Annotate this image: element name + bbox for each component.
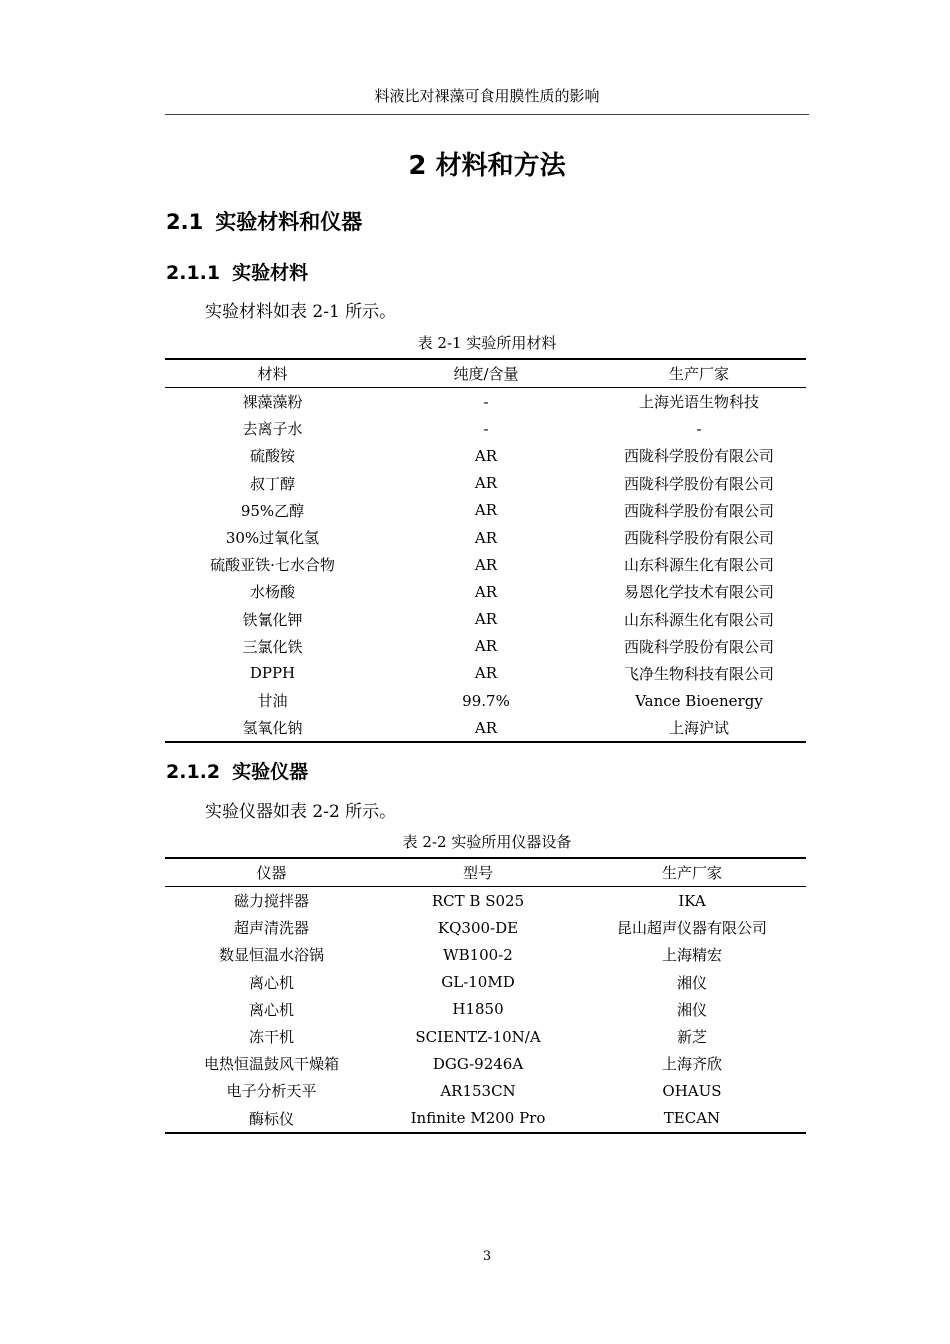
table-row <box>165 578 806 605</box>
table-cell: AR153CN <box>440 1081 516 1100</box>
table-cell: AR <box>474 501 498 520</box>
table-cell: - <box>696 419 702 438</box>
table-cell: 甘油 <box>257 692 288 711</box>
chapter-title: 2 材料和方法 <box>408 151 566 181</box>
table-cell: 电热恒温鼓风干燥箱 <box>203 1055 339 1074</box>
table-row <box>165 1050 806 1077</box>
table-cell: AR <box>474 582 498 601</box>
section-heading-2-1-1 <box>166 259 308 287</box>
section-number: 2.1.2 <box>166 761 221 783</box>
table-2-caption: 表 2-2 实验所用仪器设备 <box>402 833 572 851</box>
section-number: 2.1.1 <box>166 262 221 284</box>
table-cell: 新芝 <box>676 1028 707 1047</box>
table-cell: 山东科源生化有限公司 <box>623 556 774 575</box>
column-header: 纯度/含量 <box>380 359 592 388</box>
table-header-row <box>165 359 806 388</box>
table-row <box>165 941 806 968</box>
table-cell: 昆山超声仪器有限公司 <box>616 919 767 938</box>
table-cell: 三氯化铁 <box>242 637 303 656</box>
table-cell: GL-10MD <box>441 973 515 992</box>
table-row <box>165 714 806 742</box>
table-cell: 离心机 <box>248 1000 294 1019</box>
table-cell: AR <box>474 446 498 465</box>
table-row <box>165 660 806 687</box>
table-cell: 超声清洗器 <box>233 919 309 938</box>
table-row <box>165 497 806 524</box>
table-row <box>165 551 806 578</box>
table-cell: 西陇科学股份有限公司 <box>623 501 774 520</box>
table-cell: OHAUS <box>662 1081 722 1100</box>
table-row <box>165 687 806 714</box>
table-row <box>165 887 806 915</box>
table-cell: 西陇科学股份有限公司 <box>623 474 774 493</box>
column-header: 生产厂家 <box>578 858 806 887</box>
table-cell: 离心机 <box>248 973 294 992</box>
table-cell: 西陇科学股份有限公司 <box>623 447 774 466</box>
table-cell: H1850 <box>452 1000 504 1019</box>
table-cell: 易恩化学技术有限公司 <box>623 583 774 602</box>
table-cell: 冻干机 <box>248 1028 294 1047</box>
table-cell: AR <box>474 664 498 683</box>
column-header: 仪器 <box>165 858 378 887</box>
table-cell: 湘仪 <box>676 973 707 992</box>
header-rule <box>165 114 809 115</box>
table-cell: 水杨酸 <box>249 583 295 602</box>
table-cell: AR <box>474 610 498 629</box>
table-cell: 上海沪试 <box>592 714 806 742</box>
table-cell: 数显恒温水浴锅 <box>218 946 324 965</box>
column-header: 材料 <box>165 359 380 388</box>
table-row <box>165 1105 806 1133</box>
section-title: 实验材料和仪器 <box>215 210 363 234</box>
table-cell: 99.7% <box>462 691 510 710</box>
table-1-caption: 表 2-1 实验所用材料 <box>417 334 557 352</box>
paragraph-instruments-intro: 实验仪器如表 2-2 所示。 <box>205 802 397 822</box>
table-cell: KQ300-DE <box>437 918 519 937</box>
table-cell: 30%过氧化氢 <box>225 529 320 548</box>
table-cell: 磁力搅拌器 <box>233 892 309 911</box>
table-cell: Vance Bioenergy <box>635 691 763 710</box>
table-row <box>165 1077 806 1104</box>
column-header: 型号 <box>378 858 578 887</box>
table-cell: AR <box>474 474 498 493</box>
running-header: 料液比对裸藻可食用膜性质的影响 <box>374 87 600 105</box>
table-cell: SCIENTZ-10N/A <box>415 1027 541 1046</box>
table-cell: TECAN <box>578 1105 806 1133</box>
table-cell: AR <box>474 528 498 547</box>
table-cell: 山东科源生化有限公司 <box>623 610 774 629</box>
table-cell: 西陇科学股份有限公司 <box>623 529 774 548</box>
table-cell: 上海光语生物科技 <box>638 393 759 412</box>
table-cell: RCT B S025 <box>431 891 525 910</box>
table-cell: DPPH <box>249 664 296 683</box>
table-cell: DGG-9246A <box>432 1054 524 1073</box>
table-row <box>165 914 806 941</box>
table-cell: AR <box>474 555 498 574</box>
table-cell: WB100-2 <box>443 945 513 964</box>
table-row <box>165 1023 806 1050</box>
table-row <box>165 415 806 442</box>
table-cell: IKA <box>678 891 706 910</box>
table-row <box>165 996 806 1023</box>
table-cell: 上海齐欣 <box>661 1055 722 1074</box>
table-cell: 西陇科学股份有限公司 <box>623 637 774 656</box>
table-row <box>165 442 806 469</box>
table-cell: 95%乙醇 <box>240 501 305 520</box>
section-title: 实验仪器 <box>232 761 309 783</box>
table-row <box>165 524 806 551</box>
table-cell: Infinite M200 Pro <box>378 1105 578 1133</box>
table-row <box>165 388 806 416</box>
table-cell: 电子分析天平 <box>226 1082 317 1101</box>
page-number: 3 <box>482 1249 492 1264</box>
table-cell: 去离子水 <box>242 420 303 439</box>
section-number: 2.1 <box>166 210 204 234</box>
table-row <box>165 470 806 497</box>
paragraph-materials-intro: 实验材料如表 2-1 所示。 <box>205 302 397 322</box>
table-cell: - <box>483 392 489 411</box>
table-cell: 氢氧化钠 <box>165 714 380 742</box>
table-cell: 硫酸亚铁·七水合物 <box>210 556 335 575</box>
section-title: 实验材料 <box>232 262 309 284</box>
table-header-row <box>165 858 806 887</box>
section-heading-2-1-2 <box>166 758 308 786</box>
table-row <box>165 633 806 660</box>
table-cell: AR <box>474 637 498 656</box>
table-cell: 铁氰化钾 <box>242 610 303 629</box>
section-heading-2-1 <box>166 207 362 237</box>
table-cell: 酶标仪 <box>165 1105 378 1133</box>
table-cell: 飞净生物科技有限公司 <box>623 664 774 683</box>
table-row <box>165 969 806 996</box>
column-header: 生产厂家 <box>592 359 806 388</box>
table-cell: 叔丁醇 <box>249 474 295 493</box>
instruments-table <box>165 857 806 1134</box>
table-cell: - <box>483 419 489 438</box>
table-row <box>165 606 806 633</box>
table-cell: AR <box>380 714 592 742</box>
table-cell: 裸藻藻粉 <box>242 393 303 412</box>
materials-table <box>165 358 806 743</box>
table-cell: 上海精宏 <box>661 946 722 965</box>
table-cell: 硫酸铵 <box>249 447 295 466</box>
table-cell: 湘仪 <box>676 1000 707 1019</box>
